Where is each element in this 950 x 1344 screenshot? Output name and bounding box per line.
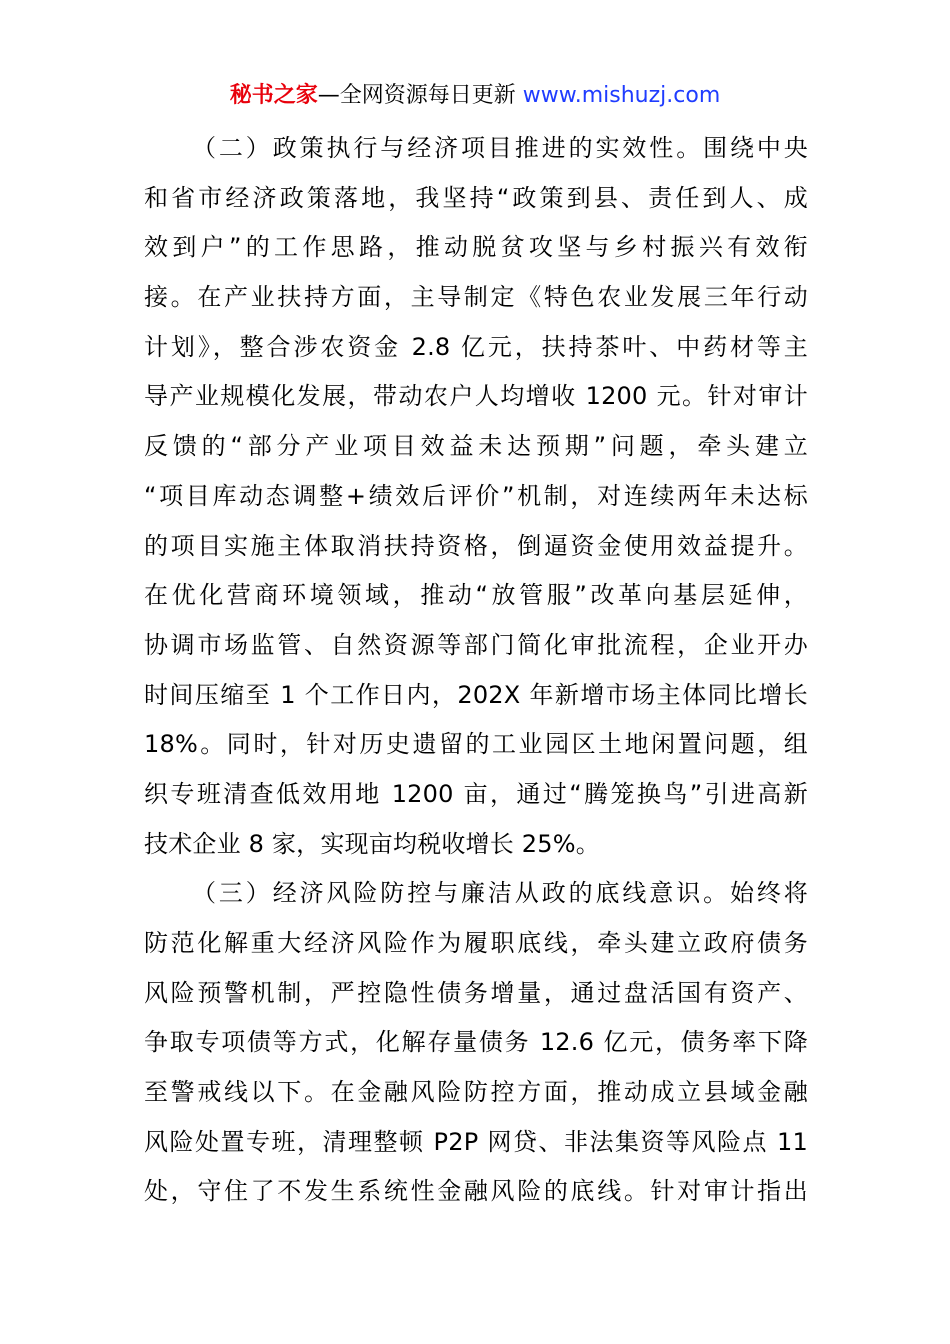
text-line: 导产业规模化发展，带动农户人均增收 1200 元。针对审计: [144, 382, 808, 411]
text-line: 计划》，整合涉农资金 2.8 亿元，扶持茶叶、中药材等主: [144, 332, 808, 361]
text-line: 防范化解重大经济风险作为履职底线，牵头建立政府债务: [144, 929, 808, 957]
text-line: 时间压缩至 1 个工作日内，202X 年新增市场主体同比增长: [144, 680, 808, 709]
text-line: 18%。同时，针对历史遗留的工业园区土地闲置问题，组: [144, 730, 808, 759]
text-line: 织专班清查低效用地 1200 亩，通过“腾笼换鸟”引进高新: [144, 779, 808, 808]
text-line: 效到户”的工作思路，推动脱贫攻坚与乡村振兴有效衔: [144, 233, 808, 262]
text-line: 反馈的“部分产业项目效益未达预期”问题，牵头建立: [144, 432, 808, 461]
text-line: 至警戒线以下。在金融风险防控方面，推动成立县域金融: [144, 1078, 808, 1107]
site-header: [0, 80, 950, 112]
text-line: 处，守住了不发生系统性金融风险的底线。针对审计指出: [144, 1177, 808, 1206]
site-url[interactable]: www.mishuzj.com: [522, 83, 721, 108]
text-line: 争取专项债等方式，化解存量债务 12.6 亿元，债务率下降: [144, 1028, 808, 1057]
text-line: 的项目实施主体取消扶持资格，倒逼资金使用效益提升。: [144, 531, 808, 560]
text-line: 协调市场监管、自然资源等部门简化审批流程，企业开办: [144, 630, 808, 659]
text-line: 和省市经济政策落地，我坚持“政策到县、责任到人、成: [144, 183, 808, 212]
text-line: 接。在产业扶持方面，主导制定《特色农业发展三年行动: [144, 283, 808, 312]
brand-name: 秘书之家: [229, 83, 318, 108]
header-tagline: —全网资源每日更新: [317, 83, 516, 108]
document-body: [144, 124, 808, 1217]
text-line: 风险预警机制，严控隐性债务增量，通过盘活国有资产、: [144, 978, 808, 1007]
text-line: 风险处置专班，清理整顿 P2P 网贷、非法集资等风险点 11: [144, 1127, 808, 1156]
text-line: （三）经济风险防控与廉洁从政的底线意识。始终将: [192, 879, 808, 908]
text-line: “项目库动态调整+绩效后评价”机制，对连续两年未达标: [144, 481, 808, 510]
text-line: （二）政策执行与经济项目推进的实效性。围绕中央: [192, 134, 808, 162]
text-line: 在优化营商环境领域，推动“放管服”改革向基层延伸，: [144, 581, 808, 610]
text-line: 技术企业 8 家，实现亩均税收增长 25%。: [144, 829, 600, 858]
